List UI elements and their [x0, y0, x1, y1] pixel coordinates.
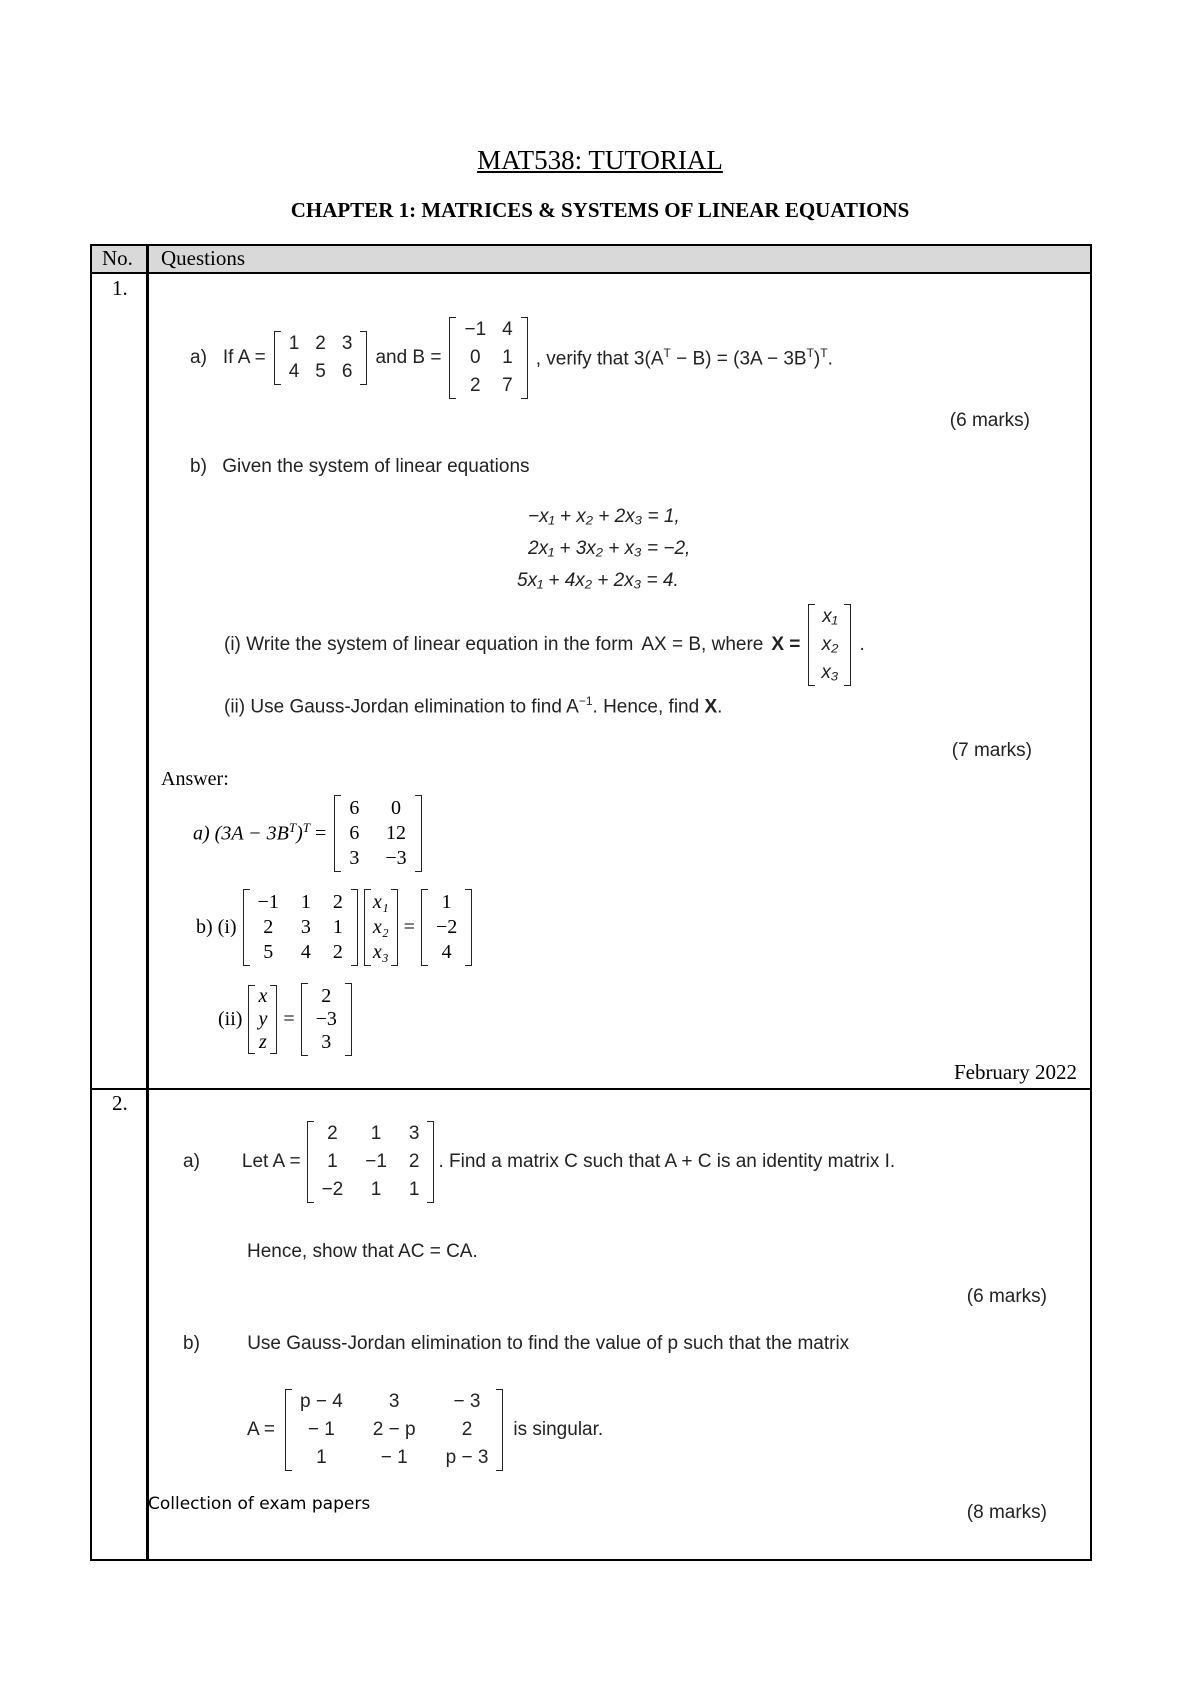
matrix-cell: 4 — [441, 940, 452, 963]
answer-a — [193, 795, 422, 871]
q2-b-marks: (8 marks) — [966, 1502, 1047, 1523]
matrix-cell: −3 — [315, 1007, 337, 1030]
matrix-cell: x₃ — [372, 940, 389, 963]
q2-a-marks: (6 marks) — [966, 1286, 1047, 1307]
answer-b-ii — [218, 984, 352, 1054]
matrix-cell: 1 — [502, 347, 513, 368]
matrix-cell: 6 — [349, 796, 360, 819]
matrix-grid — [250, 889, 351, 966]
answer-b-i-variable-vector — [364, 889, 398, 966]
matrix-cell: 3 — [349, 846, 360, 869]
q1-b-marks: (7 marks) — [951, 740, 1032, 761]
q2-b-singular: is singular. — [513, 1419, 604, 1440]
answer-b-i-coefficient-matrix — [243, 889, 358, 966]
q2-a-hence: Hence, show that AC = CA. — [247, 1241, 478, 1262]
q1-equation-1: −x₁ + x₂ + 2x₃ = 1, — [528, 506, 680, 527]
q1-b-i-form: AX = B, where — [641, 634, 764, 655]
q2-a-let: Let A = — [241, 1151, 301, 1172]
matrix-cell: 2 — [315, 333, 326, 354]
q1-a-and: and B = — [375, 347, 442, 368]
matrix-cell: 2 — [332, 940, 343, 963]
column-header-no: No. — [102, 246, 133, 270]
q2-matrix-a — [307, 1121, 435, 1203]
matrix-cell: 12 — [385, 821, 406, 844]
answer-b-ii-equals: = — [283, 1007, 295, 1030]
matrix-cell: 7 — [502, 375, 513, 396]
document-title: MAT538: TUTORIAL — [477, 145, 723, 175]
page-footer: Collection of exam papers — [148, 1494, 371, 1514]
answer-a-lhs: a) $(3A - 3B^T)^T$ = — [193, 820, 327, 845]
inverse-superscript: −1 — [578, 694, 593, 708]
matrix-cell: 1 — [408, 1179, 420, 1200]
matrix-cell: 4 — [300, 940, 311, 963]
matrix-cell: −1 — [464, 319, 487, 340]
matrix-grid — [292, 1389, 496, 1471]
q2-parametric-matrix — [285, 1389, 503, 1471]
matrix-cell: 5 — [263, 940, 274, 963]
matrix-cell: x₃ — [821, 662, 839, 683]
answer-b-ii-variable-vector — [248, 985, 277, 1054]
matrix-cell: 1 — [300, 890, 311, 913]
q1-b-i-x: X = — [771, 634, 801, 655]
table-left-border — [90, 244, 92, 1561]
q1-b-i — [224, 598, 865, 692]
table-column-divider — [146, 244, 149, 1561]
q2-a-text: . Find a matrix C such that A + C is an identity matrix I. — [438, 1151, 896, 1172]
answer-b-ii-label: (ii) — [218, 1007, 243, 1030]
question-number-2: 2. — [112, 1091, 128, 1115]
q1-equation-2: 2x₁ + 3x₂ + x₃ = −2, — [528, 538, 691, 559]
column-header-questions: Questions — [161, 246, 245, 270]
q1-a-if: If A = — [222, 347, 266, 368]
q1-b-ii-end: . — [717, 696, 723, 718]
q1-b-i-text: (i) Write the system of linear equation in the form — [224, 634, 634, 655]
matrix-a — [274, 331, 368, 385]
matrix-grid — [371, 889, 391, 966]
matrix-cell: − 3 — [453, 1391, 481, 1412]
matrix-cell: 2 — [408, 1151, 420, 1172]
matrix-grid — [456, 317, 520, 399]
matrix-cell: 6 — [349, 821, 360, 844]
matrix-grid — [341, 795, 414, 872]
matrix-cell: 5 — [315, 361, 326, 382]
matrix-cell: x₁ — [822, 606, 838, 627]
matrix-cell: − 1 — [307, 1419, 335, 1440]
matrix-b — [449, 317, 527, 399]
matrix-grid — [815, 604, 844, 686]
matrix-cell: 3 — [341, 333, 353, 354]
matrix-cell: 0 — [390, 796, 401, 819]
matrix-cell: 1 — [288, 333, 300, 354]
answer-b-i-rhs-vector — [421, 889, 472, 966]
matrix-cell: x — [258, 984, 268, 1007]
matrix-grid — [314, 1121, 428, 1203]
q1-part-a — [190, 312, 833, 404]
matrix-cell: x₂ — [821, 634, 839, 655]
answer-label: Answer: — [161, 768, 229, 790]
matrix-cell: p − 3 — [445, 1447, 489, 1468]
answer-b-ii-rhs-vector — [301, 983, 352, 1056]
matrix-cell: −2 — [321, 1179, 344, 1200]
matrix-x — [808, 604, 851, 686]
chapter-heading: CHAPTER 1: MATRICES & SYSTEMS OF LINEAR EQUATIONS — [290, 198, 910, 222]
q1-a-marks: (6 marks) — [949, 410, 1030, 431]
matrix-cell: 1 — [370, 1179, 382, 1200]
answer-b-i-label: b) (i) — [196, 915, 237, 938]
matrix-cell: 2 — [470, 375, 481, 396]
matrix-cell: 2 — [461, 1419, 473, 1440]
matrix-cell: 2 − p — [372, 1419, 416, 1440]
matrix-cell: 1 — [441, 890, 452, 913]
matrix-cell: y — [258, 1007, 268, 1030]
answer-a-matrix — [334, 795, 421, 872]
q2-b-label: b) — [183, 1333, 200, 1354]
matrix-cell: 2 — [321, 984, 332, 1007]
matrix-cell: 4 — [502, 319, 513, 340]
matrix-cell: −1 — [365, 1151, 387, 1172]
matrix-cell: 2 — [332, 890, 343, 913]
matrix-cell: 3 — [408, 1123, 420, 1144]
q1-b-intro-text: Given the system of linear equations — [222, 456, 530, 477]
matrix-cell: 3 — [321, 1030, 332, 1053]
q2-b-a-label: A = — [247, 1419, 275, 1440]
matrix-cell: 3 — [300, 915, 311, 938]
table-header-bottom-border — [90, 272, 1092, 274]
matrix-cell: 2 — [327, 1123, 338, 1144]
matrix-cell: 0 — [470, 347, 481, 368]
q1-b-ii-x: X — [704, 696, 718, 718]
matrix-cell: −3 — [385, 846, 407, 869]
matrix-cell: 4 — [288, 361, 300, 382]
q2-b-matrix-row — [247, 1384, 603, 1476]
matrix-cell: 1 — [332, 915, 343, 938]
q1-b-i-end: . — [859, 634, 865, 655]
table-bottom-border — [90, 1559, 1092, 1561]
matrix-cell: 6 — [341, 361, 353, 382]
q1-b-ii-text: (ii) Use Gauss-Jordan elimination to find A — [224, 696, 579, 718]
matrix-cell: z — [258, 1030, 267, 1053]
q2-part-a — [183, 1116, 895, 1208]
matrix-grid — [428, 889, 465, 966]
question-number-1: 1. — [112, 276, 128, 300]
answer-b-i — [196, 890, 472, 964]
matrix-cell: 1 — [327, 1151, 338, 1172]
matrix-cell: − 1 — [380, 1447, 408, 1468]
q1-b-ii — [224, 694, 722, 718]
q1-a-verify: , verify that $3(A^T - B) = (3A - 3B^T)^T$. — [535, 345, 833, 370]
matrix-cell: −1 — [257, 890, 279, 913]
matrix-grid — [281, 331, 361, 385]
matrix-grid — [308, 983, 345, 1056]
matrix-cell: 1 — [316, 1447, 327, 1468]
q1-part-b-intro — [190, 456, 530, 478]
q1-b-ii-rest: . Hence, find — [592, 696, 700, 718]
q1-b-label: b) — [190, 456, 207, 477]
matrix-cell: −2 — [435, 915, 458, 938]
matrix-grid — [255, 985, 270, 1054]
question-date: February 2022 — [953, 1060, 1077, 1084]
matrix-cell: 2 — [263, 915, 274, 938]
q2-b-text: Use Gauss-Jordan elimination to find the value of p such that the matrix — [247, 1333, 850, 1354]
matrix-cell: x₂ — [372, 915, 389, 938]
q1-a-label: a) — [190, 347, 207, 368]
answer-b-i-equals: = — [403, 915, 415, 938]
q2-part-b — [183, 1333, 849, 1355]
matrix-cell: p − 4 — [300, 1391, 343, 1412]
matrix-cell: x₁ — [372, 890, 389, 913]
table-row-divider — [90, 1088, 1092, 1090]
q1-equation-3: 5x₁ + 4x₂ + 2x₃ = 4. — [517, 570, 679, 591]
q2-a-label: a) — [183, 1151, 200, 1172]
table-right-border — [1090, 244, 1092, 1561]
matrix-cell: 3 — [388, 1391, 400, 1412]
matrix-cell: 1 — [370, 1123, 382, 1144]
